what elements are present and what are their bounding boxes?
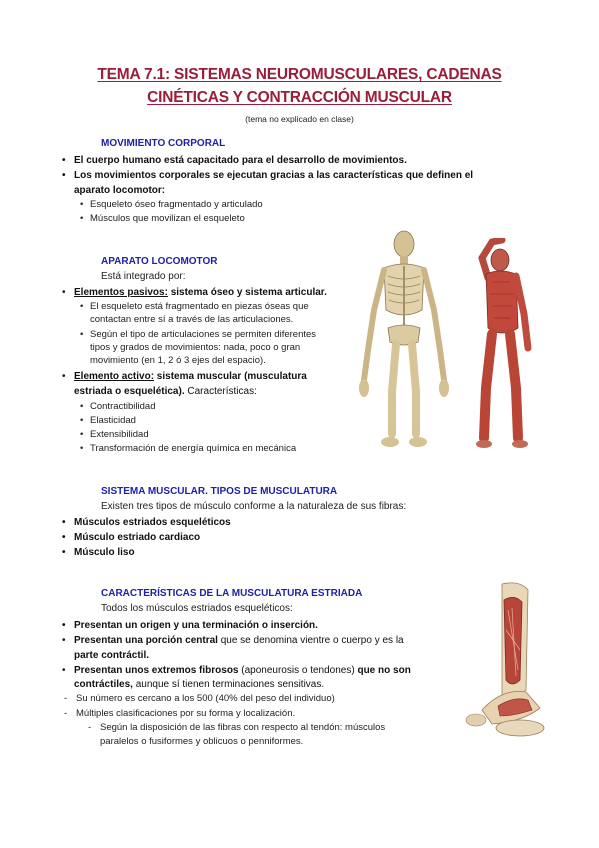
bullet-bold: estriada o esquelética). (74, 386, 185, 397)
bullet-text-cont: aparato locomotor: (74, 185, 166, 196)
muscle-figure (462, 238, 542, 450)
sub-bullet-cont: movimiento (en 1, 2 ó 3 ejes del espacio). (90, 355, 266, 366)
sub-bullet-cont: tipos y grados de movimientos: nada, poco o gran (90, 342, 301, 353)
heading-musculatura-estriada: CARACTERÍSTICAS DE LA MUSCULATURA ESTRIADA (101, 588, 363, 599)
bullet-item: • Los movimientos corporales se ejecutan gracias a las características que definen el (62, 170, 474, 181)
heading-sistema-muscular: SISTEMA MUSCULAR. TIPOS DE MUSCULATURA (101, 486, 338, 497)
bullet-item: • Presentan unos extremos fibrosos (aponeurosis o tendones) que no son (62, 665, 411, 676)
sub-bullet-text: Contractibilidad (90, 401, 156, 412)
bullet-label: Elemento activo: (74, 371, 155, 382)
dash-text-cont: paralelos o fusiformes y oblicuos o penniformes. (100, 736, 304, 747)
dash-item: - Su número es cercano a los 500 (40% del peso del individuo) (64, 693, 335, 704)
bullet-text: Los movimientos corporales se ejecutan gracias a las características que definen el (74, 170, 474, 181)
sub-bullet: • Extensibilidad (80, 429, 149, 440)
bullet-bold: contráctiles, (74, 679, 133, 690)
sub-bullet: • Elasticidad (80, 415, 136, 426)
sub-bullet-text: Extensibilidad (90, 429, 149, 440)
bullet-bold: Presentan una porción central (74, 635, 218, 646)
bullet-text-cont: parte contráctil. (74, 650, 150, 661)
bullet-item: • Elemento activo: sistema muscular (musculatura (62, 371, 307, 382)
bullet-item: • Presentan una porción central que se denomina vientre o cuerpo y es la (62, 635, 404, 646)
bullet-rest: que se denomina vientre o cuerpo y es la (217, 635, 404, 646)
bullet-text: sistema muscular (musculatura (154, 371, 307, 382)
bullet-text: Músculos estriados esqueléticos (74, 517, 231, 528)
dash-item: - Según la disposición de las fibras con respecto al tendón: músculos (88, 722, 386, 733)
sub-bullet-text: Transformación de energía química en mecánica (90, 443, 297, 454)
sub-bullet-text: El esqueleto está fragmentado en piezas óseas que (90, 301, 309, 312)
sub-bullet-text: Músculos que movilizan el esqueleto (90, 213, 245, 224)
sub-bullet: • Esqueleto óseo fragmentado y articulado (80, 199, 263, 210)
bullet-text-cont (74, 677, 324, 692)
bullet-bold: Presentan unos extremos fibrosos (74, 665, 239, 676)
bullet-text: sistema óseo y sistema articular. (167, 287, 327, 298)
bullet-text: Músculo estriado cardiaco (74, 532, 201, 543)
heading-aparato-locomotor: APARATO LOCOMOTOR (101, 256, 218, 267)
sub-bullet-cont: contactan entre sí a través de las articulaciones. (90, 314, 294, 325)
arm-muscle-figure (462, 580, 548, 748)
dash-text: Su número es cercano a los 500 (40% del peso del individuo) (76, 693, 335, 704)
dash-item: - Múltiples clasificaciones por su forma y localización. (64, 708, 296, 719)
bullet-rest: aunque sí tienen terminaciones sensitivas. (132, 679, 325, 690)
bullet-rest: Características: (184, 386, 257, 397)
sub-bullet-text: Elasticidad (90, 415, 136, 426)
sub-bullet: • Según el tipo de articulaciones se permiten diferentes (80, 329, 317, 340)
title-note: (tema no explicado en clase) (245, 114, 354, 124)
bullet-item: • Presentan un origen y una terminación o inserción. (62, 620, 318, 631)
bullet-item: • Músculo liso (62, 547, 135, 558)
page-title-line1: TEMA 7.1: SISTEMAS NEUROMUSCULARES, CADENAS (97, 66, 502, 83)
bullet-label: Elementos pasivos: (74, 287, 168, 298)
sub-bullet: • Transformación de energía química en mecánica (80, 443, 297, 454)
bullet-bold2: que no son (357, 665, 411, 676)
bullet-text-cont (74, 384, 257, 399)
intro-text: Existen tres tipos de músculo conforme a la naturaleza de sus fibras: (101, 501, 407, 512)
bullet-mid: (aponeurosis o tendones) (238, 665, 358, 676)
page-title-line2: CINÉTICAS Y CONTRACCIÓN MUSCULAR (147, 89, 452, 106)
bullet-text: Músculo liso (74, 547, 135, 558)
intro-text: Está integrado por: (101, 271, 186, 282)
sub-bullet: • El esqueleto está fragmentado en piezas óseas que (80, 301, 309, 312)
sub-bullet: • Contractibilidad (80, 401, 156, 412)
heading-movimiento-corporal: MOVIMIENTO CORPORAL (101, 138, 226, 149)
bullet-text: El cuerpo humano está capacitado para el desarrollo de movimientos. (74, 155, 407, 166)
intro-text: Todos los músculos estriados esqueléticos: (101, 603, 293, 614)
skeleton-figure (358, 230, 450, 452)
bullet-item: • Elementos pasivos: sistema óseo y sistema articular. (62, 287, 327, 298)
dash-text: Según la disposición de las fibras con respecto al tendón: músculos (100, 722, 386, 733)
bullet-text: Presentan un origen y una terminación o inserción. (74, 620, 318, 631)
sub-bullet-text: Según el tipo de articulaciones se permiten diferentes (90, 329, 317, 340)
sub-bullet-text: Esqueleto óseo fragmentado y articulado (90, 199, 263, 210)
bullet-item: • Músculos estriados esqueléticos (62, 517, 231, 528)
sub-bullet: • Músculos que movilizan el esqueleto (80, 213, 245, 224)
bullet-item: • Músculo estriado cardiaco (62, 532, 201, 543)
dash-text: Múltiples clasificaciones por su forma y localización. (76, 708, 296, 719)
bullet-item: • El cuerpo humano está capacitado para el desarrollo de movimientos. (62, 155, 407, 166)
